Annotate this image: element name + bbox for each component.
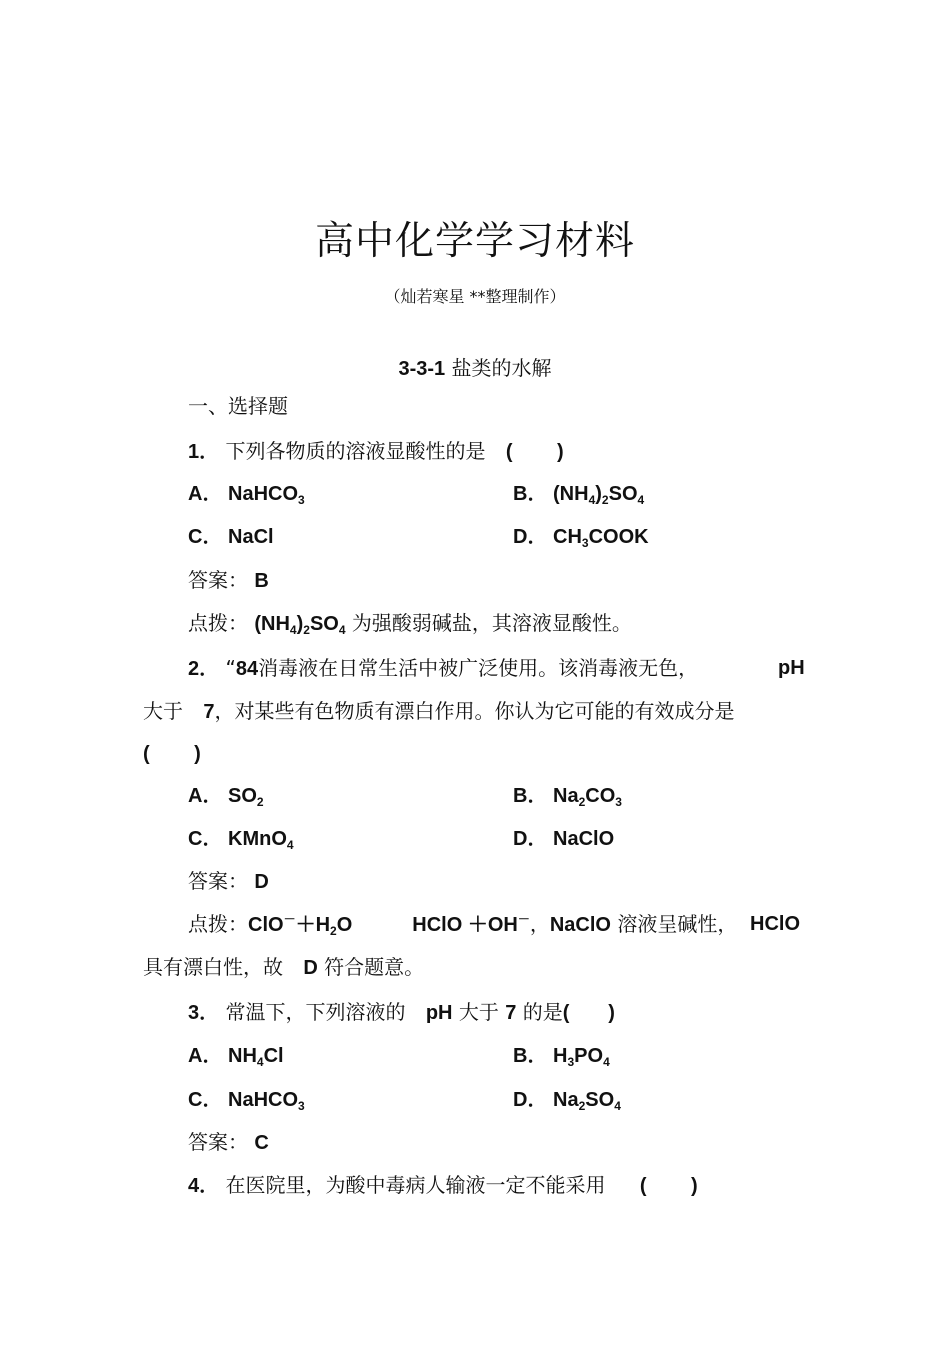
question-2-hint-hclo: HClO bbox=[750, 913, 800, 935]
question-3-stem: 3． 常温下，下列溶液的 pH 大于 7 的是( ) bbox=[188, 1000, 615, 1024]
question-2-answer: 答案： D bbox=[188, 869, 269, 893]
question-1-option-d: D． $CH_3COOK$ bbox=[513, 526, 649, 550]
question-2-option-a: A． $SO_2$ bbox=[188, 785, 264, 809]
part-label: 一、选择题 bbox=[188, 394, 288, 418]
question-1-option-b: B． $(NH_4)_2SO_4$ bbox=[513, 483, 645, 507]
question-2-hint-line-1: 点拨：$ClO^-+H_2O$ HClO ＋OH－，NaClO 溶液呈碱性， bbox=[188, 912, 738, 938]
section-heading: 3-3-1 盐类的水解 bbox=[398, 356, 552, 380]
question-2-option-d: D． NaClO bbox=[513, 828, 615, 850]
question-3-option-b: B． $H_3PO_4$ bbox=[513, 1045, 610, 1069]
question-1-stem: 1． 下列各物质的溶液显酸性的是 ( ) bbox=[188, 439, 564, 463]
question-3-answer: 答案： C bbox=[188, 1130, 269, 1154]
document-subtitle: （灿若寒星 **整理制作） bbox=[384, 287, 566, 306]
question-2-ph-label: pH bbox=[778, 657, 805, 679]
question-2-stem-line-2: 大于 7，对某些有色物质有漂白作用。你认为它可能的有效成分是 bbox=[143, 699, 735, 723]
question-1-option-a: A． NaHCO$_3$ bbox=[188, 483, 305, 507]
question-3-option-d: D． $Na_2SO_4$ bbox=[513, 1089, 621, 1113]
question-1-answer: 答案： B bbox=[188, 568, 269, 592]
question-1-option-c: C． NaCl bbox=[188, 526, 274, 548]
question-2-paren: ( ) bbox=[143, 743, 201, 765]
document-title: 高中化学学习材料 bbox=[314, 219, 635, 264]
question-2-hint-line-2: 具有漂白性，故 D 符合题意。 bbox=[143, 955, 425, 979]
question-2-option-b: B． $Na_2CO_3$ bbox=[513, 785, 622, 809]
question-2-option-c: C． KMnO$_4$ bbox=[188, 828, 294, 852]
question-2-stem-line-1: 2． “84消毒液在日常生活中被广泛使用。该消毒液无色， bbox=[188, 656, 699, 680]
question-4-stem: 4． 在医院里，为酸中毒病人输液一定不能采用 ( ) bbox=[188, 1173, 698, 1197]
question-3-option-c: C． NaHCO$_3$ bbox=[188, 1089, 305, 1113]
question-3-option-a: A． $NH_4Cl$ bbox=[188, 1045, 284, 1069]
question-1-hint: 点拨： $(NH_4)_2SO_4$ 为强酸弱碱盐，其溶液显酸性。 bbox=[188, 611, 632, 637]
